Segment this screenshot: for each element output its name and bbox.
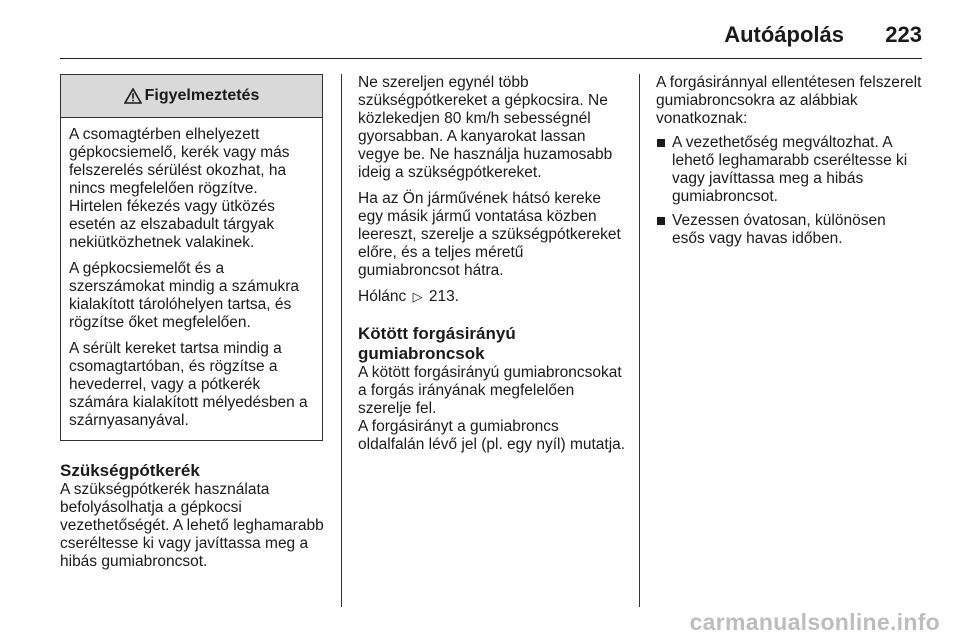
warning-paragraph: A gépkocsiemelőt és a szerszámokat mindig a számukra kialakított tárolóhelyen tartsa, és rögzítse őket megfelelően. [69, 260, 299, 331]
list-item [656, 134, 922, 206]
list-item-text: A vezethetőség megváltozhat. A lehető leghamarabb cseréltesse ki vagy javíttassa meg a hibás gumiabroncsot. [672, 134, 908, 205]
square-bullet-icon [657, 217, 665, 225]
warning-box [60, 74, 323, 441]
spare-wheel-text: A szükségpótkerék használata befolyásolhatja a gépkocsi vezethetőségét. A lehető leghamarabb cseréltesse ki vagy javíttassa meg a hibás gumiabroncsot. [60, 481, 324, 570]
spare-wheel-usage-text: Ne szereljen egynél több szükségpótkereket a gépkocsira. Ne közlekedjen 80 km/h sebességnél gyorsabban. A kanyarokat lassan vegye be. Ne használja huzamosabb ideig a szükségpótkereket. [358, 74, 613, 181]
directional-heading-line1: Kötött forgásirányú [358, 324, 516, 343]
column-left [60, 74, 324, 571]
column-divider [341, 74, 342, 607]
watermark: carmanualsonline.info [689, 609, 940, 635]
warning-paragraph: A csomagtérben elhelyezett gépkocsiemelő, kerék vagy más felszerelés sérülést okozhat, ha nincs megfelelően rögzítve. Hirtelen fékezés vagy ütközés esetén az elszabadult tárgyak nekiütközhetnek valakinek. [69, 126, 290, 251]
directional-tyres-mark-text: A forgásirányt a gumiabroncs oldalfalán lévő jel (pl. egy nyíl) mutatja. [358, 418, 626, 453]
column-right [656, 74, 922, 254]
reverse-mounting-intro: A forgásiránnyal ellentétesen felszerelt gumiabroncsokra az alábbiak vonatkoznak: [656, 74, 922, 127]
column-middle [358, 74, 628, 454]
page-number: 223 [885, 22, 922, 47]
warning-title: Figyelmeztetés [144, 87, 260, 104]
list-item [656, 212, 922, 248]
warning-body [61, 118, 322, 440]
section-title: Autóápolás [724, 22, 844, 47]
page-header [60, 14, 922, 59]
spare-wheel-heading: Szükségpótkerék [60, 461, 200, 480]
directional-heading-line2: gumiabroncsok [358, 344, 485, 363]
snow-chain-reference[interactable] [358, 288, 628, 306]
rear-tyre-text: Ha az Ön járművének hátsó kereke egy másik jármű vontatása közben leereszt, szerelje a szükségpótkereket előre, és a teljes méretű gumiabroncsot hátra. [358, 190, 621, 279]
snow-chain-label: Hólánc [358, 288, 407, 305]
list-item-text: Vezessen óvatosan, különösen esős vagy havas időben. [672, 212, 886, 247]
page-reference-arrow-icon: ▷ [412, 289, 423, 304]
directional-tyres-heading [358, 324, 628, 364]
column-divider [639, 74, 640, 607]
snow-chain-page: 213. [428, 288, 460, 305]
square-bullet-icon [657, 139, 665, 147]
directional-tyres-text: A kötött forgásirányú gumiabroncsokat a forgás irányának megfelelően szerelje fel. [358, 364, 622, 417]
warning-triangle-icon [124, 88, 142, 104]
reverse-mounting-list [656, 134, 922, 248]
warning-paragraph: A sérült kereket tartsa mindig a csomagtartóban, és rögzítse a hevederrel, vagy a pótkerék számára kialakított mélyedésben a szárnyasanyával. [69, 340, 308, 429]
warning-header [61, 75, 322, 118]
